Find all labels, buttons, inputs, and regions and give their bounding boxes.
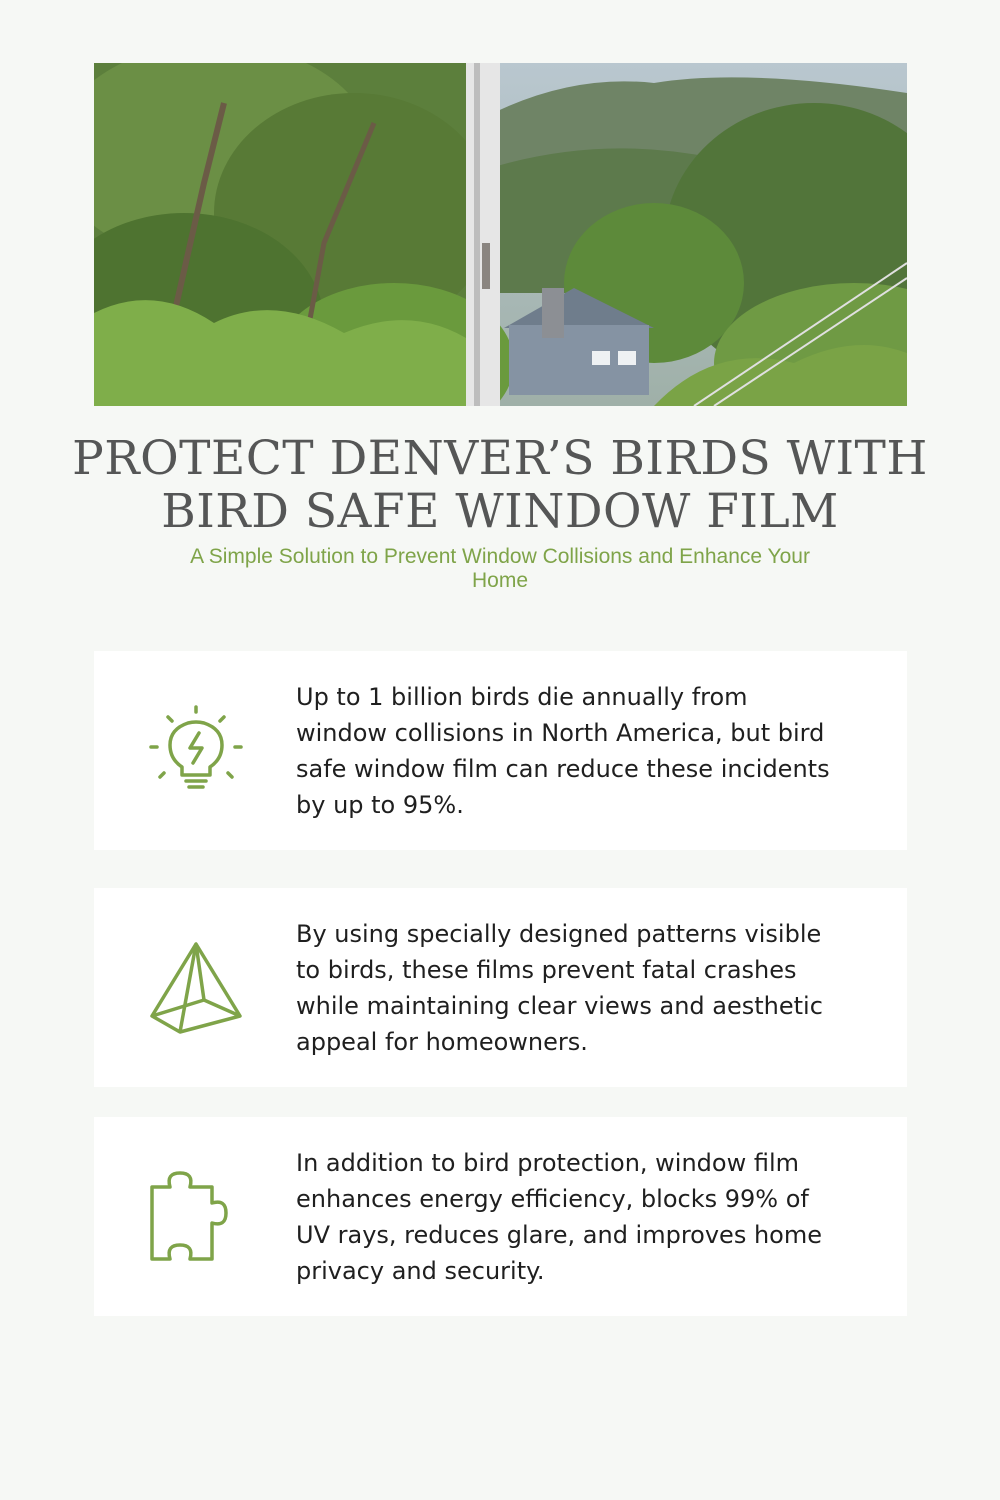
info-card-text: Up to 1 billion birds die annually from window collisions in North America, but bird safe window film can reduce these incidents by up to 95%. — [296, 682, 830, 819]
window-view-photo — [94, 63, 907, 406]
hero-image — [94, 63, 907, 406]
info-card-text: By using specially designed patterns visible to birds, these films prevent fatal crashes while maintaining clear views and aesthetic appeal for homeowners. — [296, 919, 823, 1056]
page-title: PROTECT DENVER’S BIRDS WITH BIRD SAFE WINDOW FILM — [72, 431, 928, 539]
info-card-bird-statistics — [94, 651, 907, 850]
info-card-text: In addition to bird protection, window film enhances energy efficiency, blocks 99% of UV rays, reduces glare, and improves home privacy and security. — [296, 1148, 822, 1285]
info-card-patterns — [94, 888, 907, 1087]
info-card-benefits — [94, 1117, 907, 1316]
page-subtitle: A Simple Solution to Prevent Window Collisions and Enhance Your Home — [190, 545, 810, 592]
pyramid-icon — [146, 938, 246, 1038]
lightbulb-icon — [146, 701, 246, 801]
puzzle-piece-icon — [146, 1167, 246, 1267]
